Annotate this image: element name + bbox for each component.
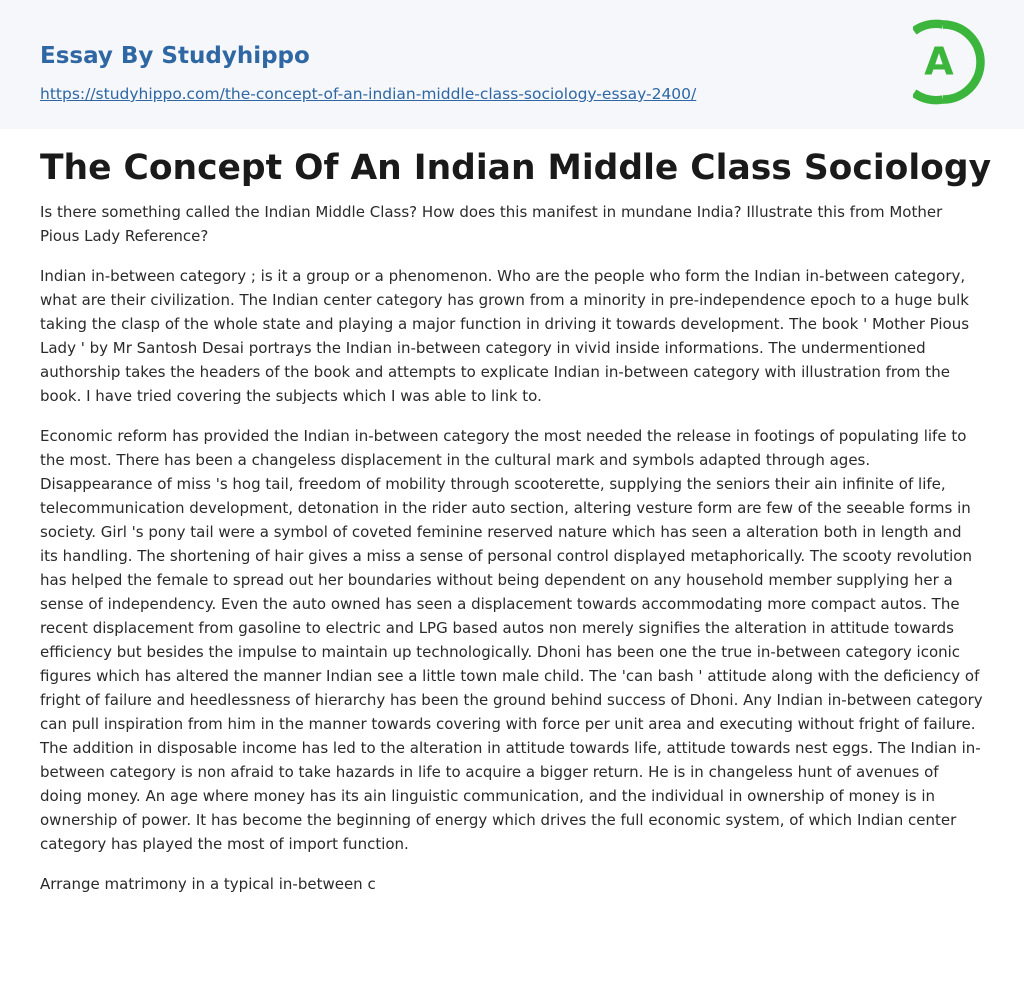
- site-header: [0, 0, 1024, 129]
- essay-paragraph: Indian in-between category ; is it a group or a phenomenon. Who are the people who form the Indian in-between category, what are their civilization. The Indian center category has grown from a minority in pre-independence epoch to a huge bulk taking the clasp of the whole state and playing a major function in driving it towards development. The book ' Mother Pious Lady ' by Mr Santosh Desai portrays the Indian in-between category in vivid inside informations. The undermentioned authorship takes the headers of the book and attempts to explicate Indian in-between category with illustration from the book. I have tried covering the subjects which I was able to link to.: [40, 267, 970, 405]
- studyhippo-logo-icon[interactable]: [913, 19, 985, 105]
- site-title[interactable]: Essay By Studyhippo: [40, 43, 310, 69]
- essay-paragraph: Is there something called the Indian Middle Class? How does this manifest in mundane India? Illustrate this from Mother Pious Lady Reference?: [40, 203, 943, 245]
- essay-title: The Concept Of An Indian Middle Class Sociology: [40, 148, 992, 188]
- logo-letter: A: [924, 39, 954, 84]
- source-url-link[interactable]: https://studyhippo.com/the-concept-of-an-indian-middle-class-sociology-essay-2400/: [40, 85, 697, 103]
- essay-paragraph: Economic reform has provided the Indian in-between category the most needed the release in footings of populating life to the most. There has been a changeless displacement in the cultural mark and symbols adapted through ages. Disappearance of miss 's hog tail, freedom of mobility through scooterette, supplying the seniors their ain infinite of life, telecommunication development, detonation in the rider auto section, altering vesture form are few of the seeable forms in society. Girl 's pony tail were a symbol of coveted feminine reserved nature which has seen a alteration both in length and its handling. The shortening of hair gives a miss a sense of personal control displayed metaphorically. The scooty revolution has helped the female to spread out her boundaries without being dependent on any household member supplying her a sense of independency. Even the auto owned has seen a displacement towards accommodating more compact autos. The recent displacement from gasoline to electric and LPG based autos non merely signifies the alteration in attitude towards efficiency but besides the impulse to maintain up technologically. Dhoni has been one the true in-between category iconic figures which has altered the manner Indian see a little town male child. The 'can bash ' attitude along with the deficiency of fright of failure and heedlessness of hierarchy has been the ground behind success of Dhoni. Any Indian in-between category can pull inspiration from him in the manner towards covering with force per unit area and executing without fright of failure. The addition in disposable income has led to the alteration in attitude towards life, attitude towards nest eggs. The Indian in-between category is non afraid to take hazards in life to acquire a bigger return. He is in changeless hunt of avenues of doing money. An age where money has its ain linguistic communication, and the individual in ownership of money is in ownership of power. It has become the beginning of energy which drives the full economic system, of which Indian center category has played the most of import function.: [40, 427, 983, 853]
- essay-body: [40, 200, 984, 912]
- essay-paragraph-truncated: Arrange matrimony in a typical in-between c: [40, 875, 376, 893]
